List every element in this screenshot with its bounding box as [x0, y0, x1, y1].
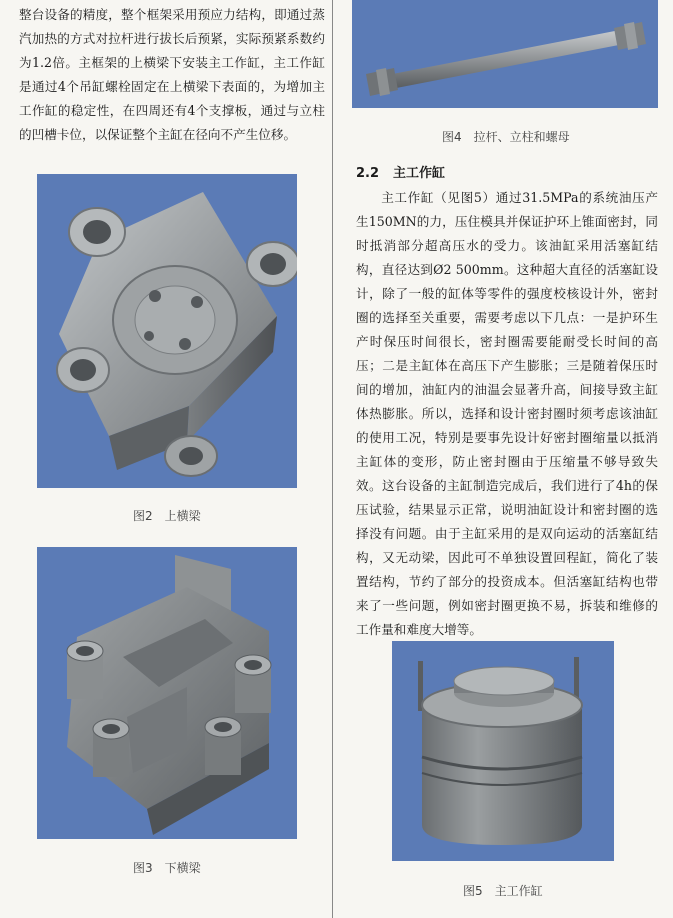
figure-4-number: 图4 — [442, 130, 462, 144]
figure-2-caption — [133, 507, 201, 524]
figure-2-image — [37, 174, 297, 488]
left-column-paragraph: 整台设备的精度，整个框架采用预应力结构，即通过蒸汽加热的方式对拉杆进行拔长后预紧，实际预紧系数约为1.2倍。主框架的上横梁下安装主工作缸，主工作缸是通过4个吊缸螺栓固定在上横梁下表面的，为增加主工作缸的稳定性，在四周还有4个支撑板，通过与立柱的凹槽卡位，以保证整个主缸在径向不产生位移。 — [19, 7, 325, 142]
column-divider — [332, 0, 333, 918]
figure-5-title: 主工作缸 — [494, 884, 543, 898]
figure-2-title: 上横梁 — [164, 509, 201, 523]
section-title: 主工作缸 — [393, 166, 446, 181]
section-number: 2.2 — [356, 166, 380, 181]
figure-5-number: 图5 — [463, 884, 483, 898]
figure-4-title: 拉杆、立柱和螺母 — [473, 130, 570, 144]
figure-3-caption — [133, 859, 201, 876]
upper-crossbeam-render — [37, 174, 297, 488]
figure-3-number: 图3 — [133, 861, 153, 875]
section-heading — [356, 162, 445, 181]
lower-crossbeam-render — [37, 547, 297, 839]
figure-3-title: 下横梁 — [164, 861, 201, 875]
main-cylinder-render — [392, 641, 614, 861]
tie-rod-render — [352, 0, 658, 108]
right-column-paragraph: 主工作缸（见图5）通过31.5MPa的系统油压产生150MN的力，压住模具并保证护环上锥面密封，同时抵消部分超高压水的受力。该油缸采用活塞缸结构，直径达到Ø2 500mm。这种超大直径的活塞缸设计，除了一般的缸体等零件的强度校核设计外，密封圈的选择至关重要，需要考虑以下几点：一是护环生产时保压时间很长，密封圈需要能耐受长时间的高压；二是主缸体在高压下产生膨胀；三是随着保压时间的增加，油缸内的油温会显著升高，间接导致主缸体热膨胀。所以，选择和设计密封圈时须考虑该油缸的使用工况，特别是要事先设计好密封圈缩量以抵消主缸体的变形，防止密封圈由于压缩量不够导致失效。这台设备的主缸制造完成后，我们进行了4h的保压试验，结果显示正常，说明油缸设计和密封圈的选择没有问题。由于主缸采用的是双向运动的活塞缸结构，又无动梁，因此可不单独设置回程缸，简化了装置结构，节约了部分的投资成本。但活塞缸结构也带来了一些问题，例如密封圈更换不易，拆装和维修的工作量和难度大增等。 — [356, 190, 658, 637]
figure-5-caption — [463, 882, 543, 899]
figure-4-caption — [442, 128, 570, 145]
figure-3-image — [37, 547, 297, 839]
figure-5-image — [392, 641, 614, 861]
figure-4-image — [352, 0, 658, 108]
figure-2-number: 图2 — [133, 509, 153, 523]
